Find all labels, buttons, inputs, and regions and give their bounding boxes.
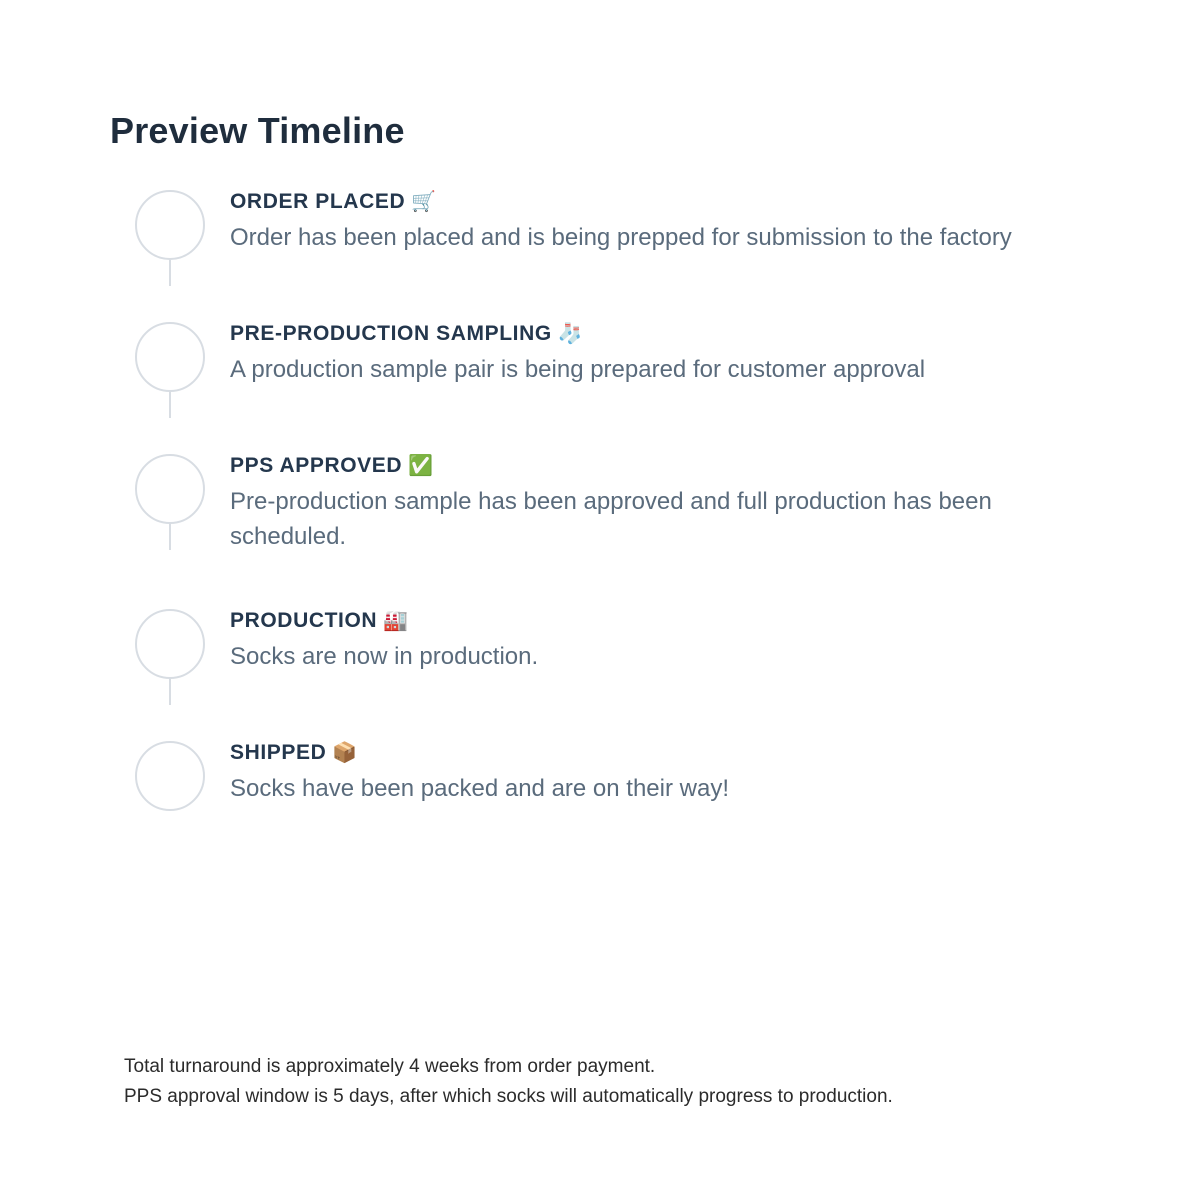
timeline-step-circle[interactable] (135, 609, 205, 679)
footnotes (124, 1052, 893, 1113)
timeline-connector-line (169, 524, 171, 550)
timeline-step-description: A production sample pair is being prepared for customer approval (230, 356, 926, 384)
check-mark-icon: ✅ (408, 455, 434, 477)
timeline-step-content (230, 182, 1110, 256)
sock-icon: 🧦 (557, 323, 584, 345)
footnote-turnaround: Total turnaround is approximately 4 weeks from order payment. (124, 1056, 656, 1077)
timeline-step-content (230, 314, 1110, 388)
timeline-step-label (230, 320, 1110, 347)
timeline-step (110, 733, 1110, 819)
timeline-step (110, 182, 1110, 268)
timeline-marker-column (110, 733, 230, 811)
timeline-step-circle[interactable] (135, 190, 205, 260)
timeline-marker-column (110, 182, 230, 260)
timeline-step-content (230, 733, 1110, 807)
timeline-step-label (230, 188, 1110, 215)
timeline-step-label-text: PRE-PRODUCTION SAMPLING (230, 322, 552, 345)
timeline-marker-column (110, 314, 230, 392)
timeline-marker-column (110, 446, 230, 524)
timeline-connector-line (169, 679, 171, 705)
timeline-step-circle[interactable] (135, 322, 205, 392)
page-title: Preview Timeline (110, 110, 405, 151)
timeline-step-description: Pre-production sample has been approved and full production has been scheduled. (230, 488, 992, 551)
timeline-step-label-text: SHIPPED (230, 740, 327, 764)
timeline-step-description: Socks are now in production. (230, 643, 539, 671)
timeline-step (110, 446, 1110, 555)
timeline-step (110, 601, 1110, 687)
timeline-step-label-text: PRODUCTION (230, 608, 378, 632)
timeline-connector-line (169, 392, 171, 418)
timeline-step-description: Order has been placed and is being prepped for submission to the factory (230, 224, 1012, 252)
timeline-list (110, 182, 1110, 819)
timeline-step-content (230, 601, 1110, 675)
timeline-step-label (230, 452, 1110, 479)
timeline-step-content (230, 446, 1110, 555)
timeline-step-label (230, 739, 1110, 766)
package-icon: 📦 (332, 741, 358, 764)
timeline-step-label-text: PPS APPROVED (230, 454, 403, 477)
timeline-step-label-text: ORDER PLACED (230, 190, 406, 213)
factory-icon: 🏭 (383, 609, 409, 632)
timeline-step-label (230, 607, 1110, 634)
footnote-pps-window: PPS approval window is 5 days, after which socks will automatically progress to production. (124, 1086, 893, 1108)
timeline-marker-column (110, 601, 230, 679)
timeline-step-circle[interactable] (135, 454, 205, 524)
timeline-connector-line (169, 260, 171, 286)
timeline-step-circle[interactable] (135, 741, 205, 811)
timeline-step (110, 314, 1110, 400)
timeline-step-description: Socks have been packed and are on their way! (230, 775, 729, 803)
shopping-cart-icon: 🛒 (411, 191, 437, 213)
